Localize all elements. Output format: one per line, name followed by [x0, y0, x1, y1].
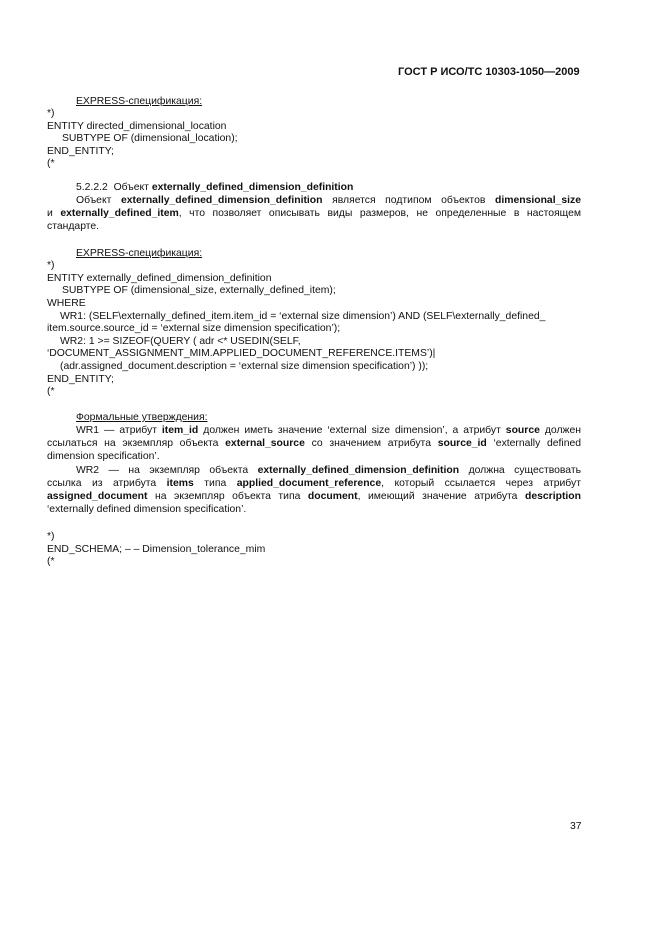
code-line: WR2: 1 >= SIZEOF(QUERY ( adr <* USEDIN(SELF, — [60, 336, 301, 347]
text-run: WR2 — на экземпляр объекта — [76, 465, 249, 476]
section-paragraph-line: стандарте. — [47, 221, 100, 232]
text-run: , который ссылается через атрибут — [381, 478, 581, 489]
text-run: должен — [544, 425, 581, 436]
page-number: 37 — [570, 821, 582, 832]
text-run: ссылаться на экземпляр объекта — [47, 438, 219, 449]
text-run: WR1 — атрибут — [76, 425, 157, 436]
rule-line: dimension specification’. — [47, 451, 160, 462]
express-spec-heading: EXPRESS-спецификация: — [76, 96, 203, 107]
entity-name: externally_defined_dimension_definition — [120, 195, 323, 206]
code-line: item.source.source_id = ‘external size dimension specification’); — [47, 323, 341, 334]
attribute-name: assigned_document — [47, 491, 148, 502]
code-line: *) — [47, 108, 55, 119]
code-line: SUBTYPE OF (dimensional_size, externally_defined_item); — [62, 285, 336, 296]
attribute-name: description — [524, 491, 581, 502]
code-line: WR1: (SELF\externally_defined_item.item_id = ‘external size dimension’) AND (SELF\externally_defined_ — [60, 311, 546, 322]
text-run: ‘externally defined — [493, 438, 582, 449]
code-line: *) — [47, 260, 55, 271]
code-line: ENTITY directed_dimensional_location — [47, 121, 227, 132]
section-title-prefix: Объект — [113, 182, 149, 193]
attribute-name: item_id — [161, 425, 199, 436]
entity-name: externally_defined_dimension_definition — [257, 465, 460, 476]
code-line: (adr.assigned_document.description = ‘external size dimension specification’) )); — [60, 361, 429, 372]
text-run: должен иметь значение ‘external size dimension’, а атрибут — [203, 425, 501, 436]
code-line: WHERE — [47, 298, 86, 309]
rule-line — [47, 437, 581, 450]
entity-name: document — [307, 491, 358, 502]
entity-name: dimensional_size — [494, 195, 582, 206]
text-run: , имеющий значение атрибута — [357, 491, 518, 502]
formal-propositions-heading: Формальные утверждения: — [76, 412, 208, 423]
text-run: со значением атрибута — [311, 438, 431, 449]
section-title — [76, 181, 353, 194]
text-run: , что позволяет описывать виды размеров, не определенные в настоящем — [178, 208, 581, 219]
code-line: ‘DOCUMENT_ASSIGNMENT_MIM.APPLIED_DOCUMENT_REFERENCE.ITEMS’)| — [47, 348, 436, 359]
text-run: Объект — [76, 195, 112, 206]
code-line: END_SCHEMA; – – Dimension_tolerance_mim — [47, 544, 266, 555]
express-spec-heading: EXPRESS-спецификация: — [76, 248, 203, 259]
code-line: ENTITY externally_defined_dimension_definition — [47, 273, 272, 284]
section-number: 5.2.2.2 — [76, 182, 108, 193]
code-line: SUBTYPE OF (dimensional_location); — [62, 133, 238, 144]
code-line: END_ENTITY; — [47, 374, 114, 385]
rule-line: ‘externally defined dimension specification’. — [47, 504, 247, 515]
attribute-name: source — [505, 425, 540, 436]
rule-line — [47, 477, 581, 490]
attribute-name: items — [166, 478, 194, 489]
text-run: и — [47, 208, 53, 219]
document-code-header: ГОСТ Р ИСО/ТС 10303-1050—2009 — [398, 66, 580, 78]
attribute-name: source_id — [437, 438, 487, 449]
code-line: (* — [47, 556, 55, 567]
section-paragraph-line — [76, 194, 581, 207]
text-run: должна существовать — [468, 465, 582, 476]
code-line: END_ENTITY; — [47, 146, 114, 157]
text-run: является подтипом объектов — [332, 195, 486, 206]
code-line: (* — [47, 386, 55, 397]
rule-line — [76, 424, 581, 437]
section-paragraph-line — [47, 207, 581, 220]
entity-name: externally_defined_item — [60, 208, 179, 219]
rule-line — [47, 490, 581, 503]
entity-name: applied_document_reference — [236, 478, 382, 489]
text-run: типа — [204, 478, 227, 489]
text-run: ссылка из атрибута — [47, 478, 157, 489]
rule-line — [76, 464, 581, 477]
section-title-entity: externally_defined_dimension_definition — [151, 182, 354, 193]
text-run: на экземпляр объекта типа — [154, 491, 301, 502]
code-line: (* — [47, 158, 55, 169]
entity-name: external_source — [225, 438, 305, 449]
code-line: *) — [47, 531, 55, 542]
